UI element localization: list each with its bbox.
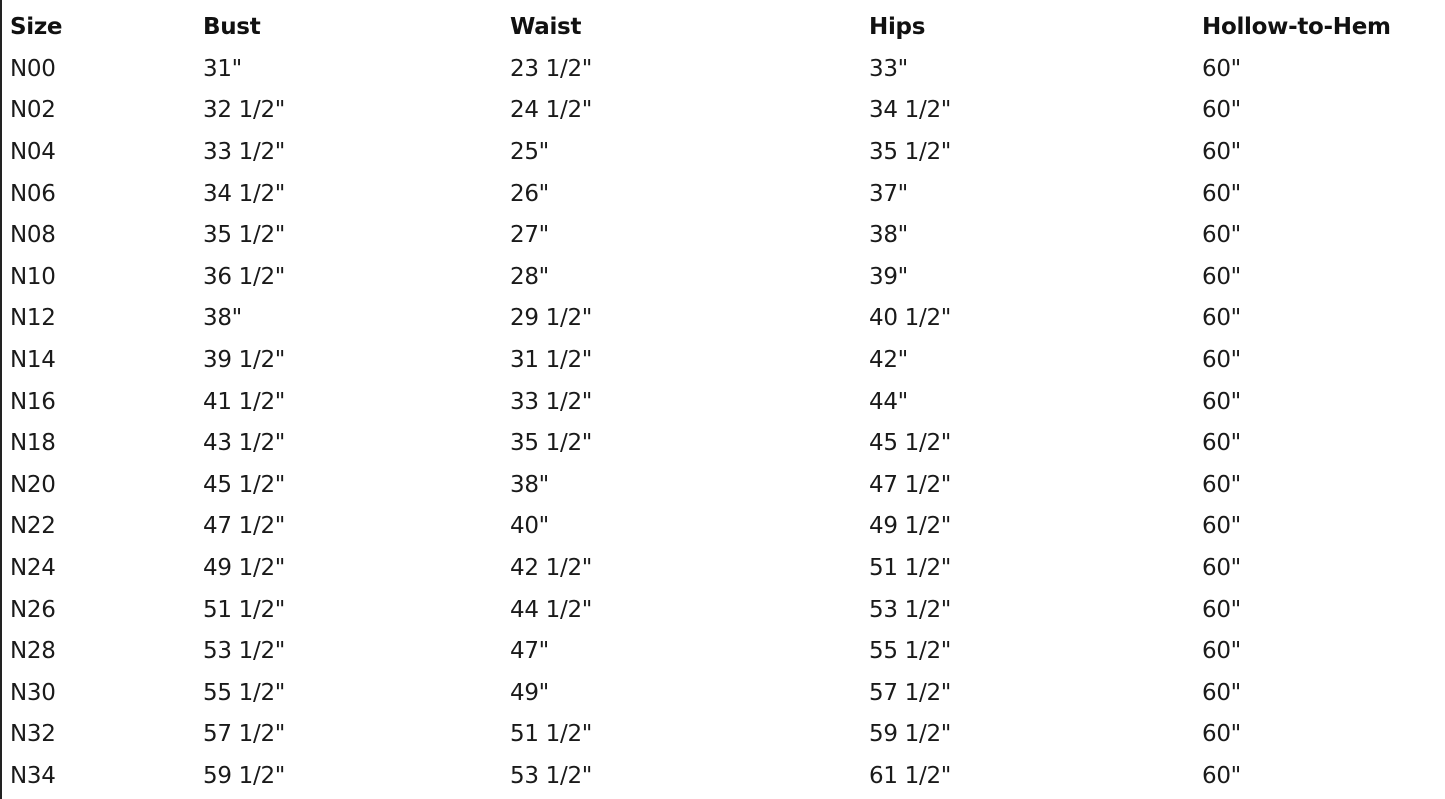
column-header-size: Size: [10, 14, 63, 41]
cell-size: N20: [10, 471, 56, 498]
cell-hips: 34 1/2": [869, 97, 952, 124]
cell-waist: 23 1/2": [510, 55, 593, 82]
cell-hips: 53 1/2": [869, 596, 952, 623]
cell-hollow-to-hem: 60": [1202, 555, 1241, 582]
cell-size: N12: [10, 305, 56, 332]
cell-hollow-to-hem: 60": [1202, 388, 1241, 415]
cell-bust: 53 1/2": [203, 638, 286, 665]
cell-hollow-to-hem: 60": [1202, 55, 1241, 82]
cell-bust: 33 1/2": [203, 139, 286, 166]
cell-bust: 55 1/2": [203, 679, 286, 706]
column-header-hips: Hips: [869, 14, 926, 41]
table-body: [8, 49, 1440, 798]
cell-hips: 37": [869, 180, 908, 207]
cell-bust: 43 1/2": [203, 430, 286, 457]
cell-hips: 49 1/2": [869, 513, 952, 540]
cell-size: N26: [10, 596, 56, 623]
cell-bust: 34 1/2": [203, 180, 286, 207]
cell-waist: 27": [510, 222, 549, 249]
cell-bust: 38": [203, 305, 242, 332]
table-row: [8, 257, 1440, 299]
table-row: [8, 423, 1440, 465]
cell-hollow-to-hem: 60": [1202, 679, 1241, 706]
cell-size: N30: [10, 679, 56, 706]
cell-waist: 40": [510, 513, 549, 540]
table-row: [8, 756, 1440, 798]
table-header: [8, 7, 1440, 49]
cell-hollow-to-hem: 60": [1202, 430, 1241, 457]
cell-size: N08: [10, 222, 56, 249]
table-row: [8, 173, 1440, 215]
cell-size: N28: [10, 638, 56, 665]
cell-waist: 35 1/2": [510, 430, 593, 457]
cell-size: N10: [10, 263, 56, 290]
table-row: [8, 49, 1440, 91]
column-header-bust: Bust: [203, 14, 261, 41]
table-row: [8, 90, 1440, 132]
cell-bust: 41 1/2": [203, 388, 286, 415]
cell-waist: 38": [510, 471, 549, 498]
cell-size: N14: [10, 347, 56, 374]
cell-hips: 35 1/2": [869, 139, 952, 166]
cell-size: N16: [10, 388, 56, 415]
cell-hollow-to-hem: 60": [1202, 721, 1241, 748]
cell-hips: 42": [869, 347, 908, 374]
cell-size: N24: [10, 555, 56, 582]
cell-waist: 28": [510, 263, 549, 290]
cell-waist: 51 1/2": [510, 721, 593, 748]
cell-hollow-to-hem: 60": [1202, 139, 1241, 166]
table-row: [8, 132, 1440, 174]
cell-hips: 55 1/2": [869, 638, 952, 665]
table-row: [8, 589, 1440, 631]
cell-bust: 49 1/2": [203, 555, 286, 582]
cell-hips: 57 1/2": [869, 679, 952, 706]
cell-hollow-to-hem: 60": [1202, 180, 1241, 207]
table-row: [8, 298, 1440, 340]
column-header-hollow-to-hem: Hollow-to-Hem: [1202, 14, 1391, 41]
cell-hollow-to-hem: 60": [1202, 263, 1241, 290]
table-row: [8, 673, 1440, 715]
table-row: [8, 340, 1440, 382]
cell-hips: 39": [869, 263, 908, 290]
cell-hips: 40 1/2": [869, 305, 952, 332]
table-row: [8, 631, 1440, 673]
cell-hips: 45 1/2": [869, 430, 952, 457]
size-chart-table: [8, 7, 1440, 797]
cell-bust: 36 1/2": [203, 263, 286, 290]
cell-hollow-to-hem: 60": [1202, 471, 1241, 498]
cell-hollow-to-hem: 60": [1202, 638, 1241, 665]
cell-waist: 25": [510, 139, 549, 166]
cell-waist: 53 1/2": [510, 762, 593, 789]
table-row: [8, 548, 1440, 590]
cell-size: N18: [10, 430, 56, 457]
cell-size: N02: [10, 97, 56, 124]
table-row: [8, 506, 1440, 548]
table-row: [8, 381, 1440, 423]
cell-hips: 47 1/2": [869, 471, 952, 498]
cell-waist: 24 1/2": [510, 97, 593, 124]
cell-hips: 38": [869, 222, 908, 249]
cell-waist: 42 1/2": [510, 555, 593, 582]
cell-waist: 47": [510, 638, 549, 665]
cell-waist: 26": [510, 180, 549, 207]
cell-hips: 51 1/2": [869, 555, 952, 582]
cell-waist: 33 1/2": [510, 388, 593, 415]
cell-hollow-to-hem: 60": [1202, 513, 1241, 540]
cell-bust: 45 1/2": [203, 471, 286, 498]
cell-waist: 49": [510, 679, 549, 706]
cell-size: N34: [10, 762, 56, 789]
cell-bust: 32 1/2": [203, 97, 286, 124]
table-row: [8, 465, 1440, 507]
cell-size: N00: [10, 55, 56, 82]
cell-bust: 35 1/2": [203, 222, 286, 249]
cell-bust: 59 1/2": [203, 762, 286, 789]
cell-bust: 31": [203, 55, 242, 82]
cell-waist: 29 1/2": [510, 305, 593, 332]
cell-waist: 44 1/2": [510, 596, 593, 623]
table-row: [8, 714, 1440, 756]
cell-hollow-to-hem: 60": [1202, 222, 1241, 249]
cell-bust: 57 1/2": [203, 721, 286, 748]
cell-hollow-to-hem: 60": [1202, 596, 1241, 623]
cell-waist: 31 1/2": [510, 347, 593, 374]
cell-bust: 51 1/2": [203, 596, 286, 623]
cell-size: N06: [10, 180, 56, 207]
cell-size: N22: [10, 513, 56, 540]
column-header-waist: Waist: [510, 14, 582, 41]
cell-hips: 44": [869, 388, 908, 415]
cell-size: N04: [10, 139, 56, 166]
cell-hips: 33": [869, 55, 908, 82]
cell-bust: 39 1/2": [203, 347, 286, 374]
cell-size: N32: [10, 721, 56, 748]
table-row: [8, 215, 1440, 257]
cell-hollow-to-hem: 60": [1202, 97, 1241, 124]
cell-hollow-to-hem: 60": [1202, 762, 1241, 789]
cell-hollow-to-hem: 60": [1202, 347, 1241, 374]
cell-hips: 61 1/2": [869, 762, 952, 789]
header-row: [8, 7, 1440, 49]
cell-hips: 59 1/2": [869, 721, 952, 748]
cell-hollow-to-hem: 60": [1202, 305, 1241, 332]
cell-bust: 47 1/2": [203, 513, 286, 540]
